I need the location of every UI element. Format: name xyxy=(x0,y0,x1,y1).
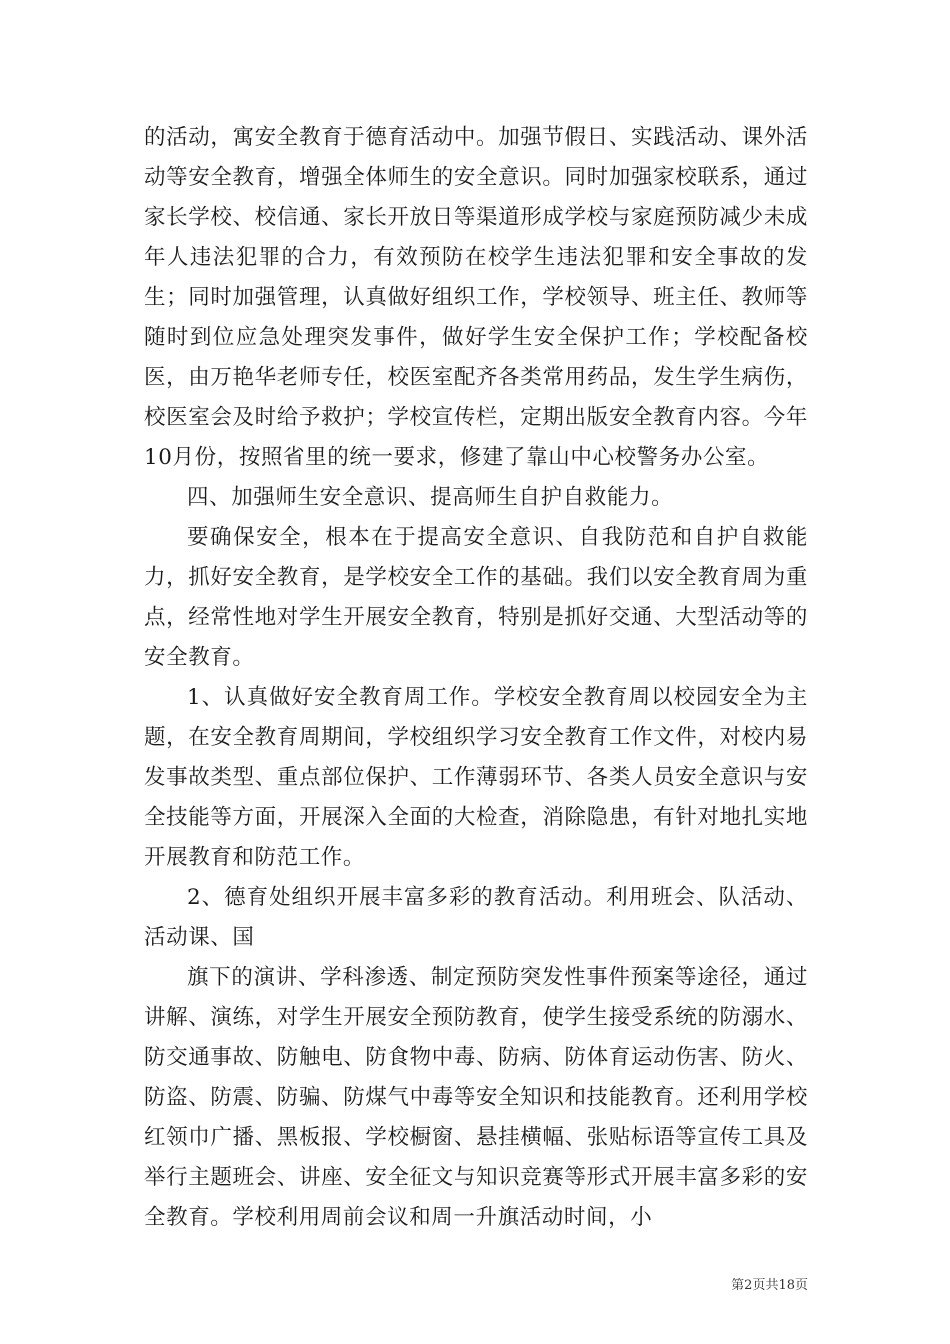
document-body xyxy=(144,118,808,1238)
paragraph-6: 旗下的演讲、学科渗透、制定预防突发性事件预案等途径，通过讲解、演练，对学生开展安全预防教育，使学生接受系统的防溺水、防交通事故、防触电、防食物中毒、防病、防体育运动伤害、防火、防盗、防震、防骗、防煤气中毒等安全知识和技能教育。还利用学校红领巾广播、黑板报、学校橱窗、悬挂横幅、张贴标语等宣传工具及举行主题班会、讲座、安全征文与知识竞赛等形式开展丰富多彩的安全教育。学校利用周前会议和周一升旗活动时间，小 xyxy=(144,965,808,1230)
section-heading-4: 四、加强师生安全意识、提高师生自护自救能力。 xyxy=(187,485,674,510)
paragraph-4: 1、认真做好安全教育周工作。学校安全教育周以校园安全为主题，在安全教育周期间，学校组织学习安全教育工作文件，对校内易发事故类型、重点部位保护、工作薄弱环节、各类人员安全意识与安全技能等方面，开展深入全面的大检查，消除隐患，有针对地扎实地开展教育和防范工作。 xyxy=(144,685,808,870)
page-number: 第2页共18页 xyxy=(731,1278,808,1293)
paragraph-5: 2、德育处组织开展丰富多彩的教育活动。利用班会、队活动、活动课、国 xyxy=(144,885,808,950)
paragraph-3: 要确保安全，根本在于提高安全意识、自我防范和自护自救能力，抓好安全教育，是学校安全工作的基础。我们以安全教育周为重点，经常性地对学生开展安全教育，特别是抓好交通、大型活动等的安全教育。 xyxy=(144,525,808,670)
paragraph-1: 的活动，寓安全教育于德育活动中。加强节假日、实践活动、课外活动等安全教育，增强全体师生的安全意识。同时加强家校联系，通过家长学校、校信通、家长开放日等渠道形成学校与家庭预防减少未成年人违法犯罪的合力，有效预防在校学生违法犯罪和安全事故的发生；同时加强管理，认真做好组织工作，学校领导、班主任、教师等随时到位应急处理突发事件，做好学生安全保护工作；学校配备校医，由万艳华老师专任，校医室配齐各类常用药品，发生学生病伤，校医室会及时给予救护；学校宣传栏，定期出版安全教育内容。今年10月份，按照省里的统一要求，修建了靠山中心校警务办公室。 xyxy=(144,125,808,470)
